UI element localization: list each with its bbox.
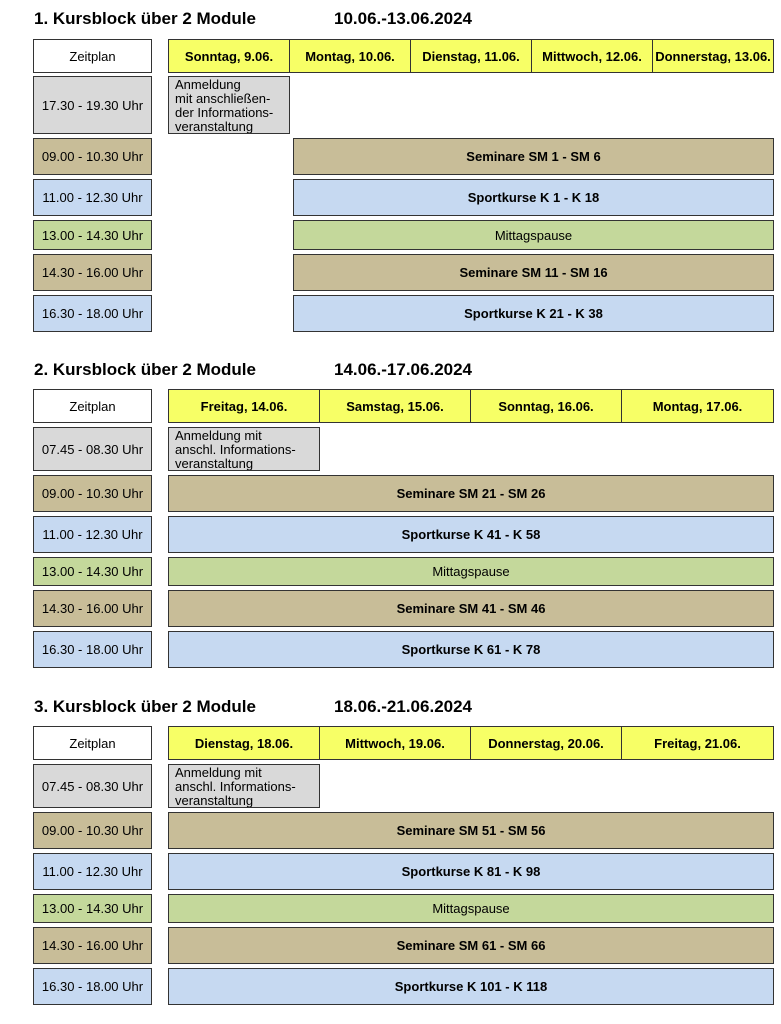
day-header: Mittwoch, 19.06.	[319, 726, 471, 760]
day-header: Donnerstag, 13.06.	[652, 39, 774, 73]
seminar-bar: Seminare SM 1 - SM 6	[293, 138, 774, 175]
time-cell: 11.00 - 12.30 Uhr	[33, 516, 152, 553]
registration-time: 17.30 - 19.30 Uhr	[33, 76, 152, 134]
sport-bar: Sportkurse K 81 - K 98	[168, 853, 774, 890]
registration-cell: Anmeldung mit anschl. Informations- veranstaltung	[168, 427, 320, 471]
block-title-text: 1. Kursblock über 2 Module	[34, 9, 256, 28]
block-dates: 10.06.-13.06.2024	[334, 9, 473, 28]
kursblock-2	[0, 360, 781, 675]
day-header: Montag, 10.06.	[289, 39, 411, 73]
block-title-text: 3. Kursblock über 2 Module	[34, 697, 256, 716]
time-cell: 14.30 - 16.00 Uhr	[33, 927, 152, 964]
time-cell: 09.00 - 10.30 Uhr	[33, 475, 152, 512]
sport-bar: Sportkurse K 1 - K 18	[293, 179, 774, 216]
day-header: Donnerstag, 20.06.	[470, 726, 622, 760]
kursblock-1	[0, 9, 781, 339]
time-cell: 16.30 - 18.00 Uhr	[33, 295, 152, 332]
seminar-bar: Seminare SM 41 - SM 46	[168, 590, 774, 627]
kursblock-3	[0, 697, 781, 1012]
registration-time: 07.45 - 08.30 Uhr	[33, 764, 152, 808]
block-title	[34, 9, 473, 29]
day-header: Sonntag, 9.06.	[168, 39, 290, 73]
sport-bar: Sportkurse K 61 - K 78	[168, 631, 774, 668]
registration-cell: Anmeldung mit anschließen- der Informations- veranstaltung	[168, 76, 290, 134]
registration-time: 07.45 - 08.30 Uhr	[33, 427, 152, 471]
seminar-bar: Seminare SM 61 - SM 66	[168, 927, 774, 964]
time-cell: 13.00 - 14.30 Uhr	[33, 557, 152, 586]
time-cell: 11.00 - 12.30 Uhr	[33, 179, 152, 216]
schedule-label: Zeitplan	[33, 726, 152, 760]
day-header: Mittwoch, 12.06.	[531, 39, 653, 73]
day-header: Dienstag, 11.06.	[410, 39, 532, 73]
day-header: Sonntag, 16.06.	[470, 389, 622, 423]
time-cell: 11.00 - 12.30 Uhr	[33, 853, 152, 890]
schedule-label: Zeitplan	[33, 389, 152, 423]
day-header: Freitag, 21.06.	[621, 726, 774, 760]
day-header: Samstag, 15.06.	[319, 389, 471, 423]
lunch-bar: Mittagspause	[293, 220, 774, 250]
time-cell: 13.00 - 14.30 Uhr	[33, 220, 152, 250]
time-cell: 13.00 - 14.30 Uhr	[33, 894, 152, 923]
day-header: Montag, 17.06.	[621, 389, 774, 423]
schedule-label: Zeitplan	[33, 39, 152, 73]
sport-bar: Sportkurse K 41 - K 58	[168, 516, 774, 553]
seminar-bar: Seminare SM 51 - SM 56	[168, 812, 774, 849]
block-title	[34, 360, 473, 380]
day-header: Freitag, 14.06.	[168, 389, 320, 423]
time-cell: 16.30 - 18.00 Uhr	[33, 631, 152, 668]
lunch-bar: Mittagspause	[168, 894, 774, 923]
seminar-bar: Seminare SM 21 - SM 26	[168, 475, 774, 512]
sport-bar: Sportkurse K 101 - K 118	[168, 968, 774, 1005]
time-cell: 14.30 - 16.00 Uhr	[33, 590, 152, 627]
time-cell: 16.30 - 18.00 Uhr	[33, 968, 152, 1005]
registration-cell: Anmeldung mit anschl. Informations- veranstaltung	[168, 764, 320, 808]
block-title	[34, 697, 473, 717]
day-header: Dienstag, 18.06.	[168, 726, 320, 760]
time-cell: 14.30 - 16.00 Uhr	[33, 254, 152, 291]
block-dates: 18.06.-21.06.2024	[334, 697, 473, 716]
time-cell: 09.00 - 10.30 Uhr	[33, 812, 152, 849]
sport-bar: Sportkurse K 21 - K 38	[293, 295, 774, 332]
block-dates: 14.06.-17.06.2024	[334, 360, 473, 379]
lunch-bar: Mittagspause	[168, 557, 774, 586]
time-cell: 09.00 - 10.30 Uhr	[33, 138, 152, 175]
seminar-bar: Seminare SM 11 - SM 16	[293, 254, 774, 291]
block-title-text: 2. Kursblock über 2 Module	[34, 360, 256, 379]
